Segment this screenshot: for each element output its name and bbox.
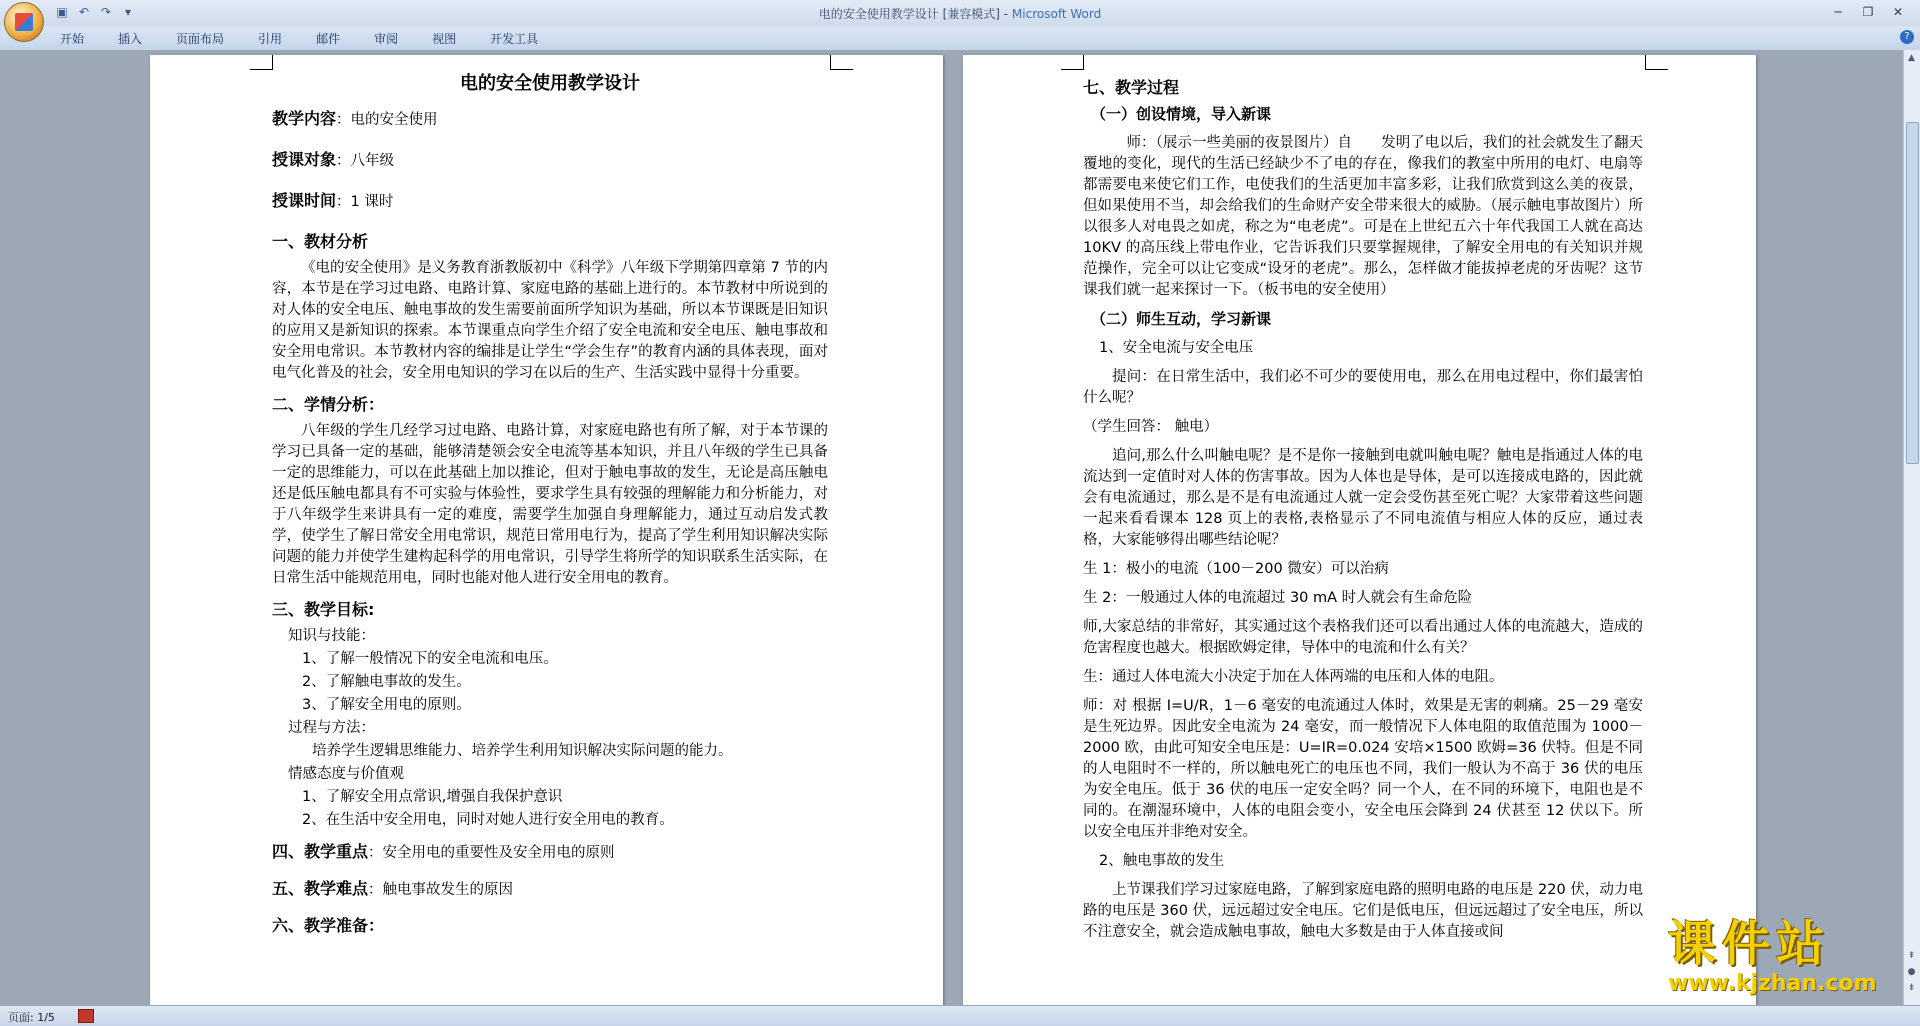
section-heading: 二、学情分析： — [272, 395, 385, 414]
paragraph: 师,大家总结的非常好，其实通过这个表格我们还可以看出通过人体的电流越大，造成的危害程度也越大。根据欧姆定律，导体中的电流和什么有关？ — [1083, 619, 1643, 656]
section-heading: 六、教学准备： — [272, 916, 385, 935]
spelling-check-icon[interactable] — [78, 1009, 94, 1023]
section-heading: 一、教材分析 — [272, 232, 369, 251]
minimize-icon[interactable]: ─ — [1834, 5, 1842, 19]
next-page-icon[interactable]: ⇟ — [1907, 983, 1916, 993]
browse-object-icon[interactable]: ● — [1907, 967, 1916, 977]
tab-page-layout[interactable]: 页面布局 — [176, 32, 225, 46]
tab-mailings[interactable]: 邮件 — [316, 32, 341, 46]
goal-heading: 知识与技能： — [288, 628, 375, 644]
list-item: 1、安全电流与安全电压 — [1099, 340, 1254, 356]
paragraph: 师：（展示一些美丽的夜景图片）自 发明了电以后，我们的社会就发生了翻天覆地的变化，现代的生活已经缺少不了电的存在，像我们的教室中所用的电灯、电扇等都需要电来使它们工作，电使我们的生活更加丰富多彩，让我们欣赏到这么美的夜景，但如果使用不当，却会给我们的生命财产安全带来很大的威胁。（展示触电事故图片）所以很多人对电畏之如虎，称之为“电老虎”。可是在上世纪五六十年代我国工人就在高达 10KV 的高压线上带电作业，它告诉我们只要掌握规律，了解安全用电的有关知识并规范操作，完全可以让它变成“设牙的老虎”。那么，怎样做才能拔掉老虎的牙齿呢？这节课我们就一起来探讨一下。（板书电的安全使用） — [1083, 135, 1643, 298]
tab-view[interactable]: 视图 — [432, 32, 457, 46]
goal-heading: 情感态度与价值观 — [288, 766, 404, 782]
tab-developer[interactable]: 开发工具 — [490, 32, 539, 46]
margin-corner-mark — [1061, 55, 1084, 70]
close-icon[interactable]: ✕ — [1892, 5, 1904, 19]
section-heading: 三、教学目标: — [272, 600, 375, 619]
goal-item: 3、了解安全用电的原则。 — [302, 697, 471, 713]
document-page-2 — [963, 55, 1756, 1005]
watermark-url: www.kjzhan.com — [1668, 971, 1877, 996]
goal-item: 2、在生活中安全用电，同时对她人进行安全用电的教育。 — [302, 812, 674, 828]
save-icon[interactable]: ▣ — [56, 5, 68, 19]
goal-item: 1、了解安全用点常识,增强自我保护意识 — [302, 789, 563, 805]
document-title: 电的安全使用教学设计 — [460, 73, 640, 94]
paragraph: 上节课我们学习过家庭电路，了解到家庭电路的照明电路的电压是 220 伏，动力电路的电压是 360 伏，远远超过安全电压。它们是低电压，但远远超过了安全电压，所以不注意安全，就会造成触电事故，触电大多数是由于人体直接或间 — [1083, 882, 1643, 940]
section-heading-difficulties: 五、教学难点：触电事故发生的原因 — [272, 879, 514, 898]
time-line: 授课时间：1 课时 — [272, 191, 394, 210]
subsection-heading: （一）创设情境，导入新课 — [1091, 105, 1272, 123]
office-button[interactable] — [4, 2, 44, 42]
restore-icon[interactable]: ❐ — [1862, 5, 1874, 19]
paragraph: （学生回答： 触电） — [1083, 419, 1219, 435]
page-1-content[interactable] — [272, 67, 828, 942]
goal-item: 培养学生逻辑思维能力、培养学生利用知识解决实际问题的能力。 — [312, 743, 733, 759]
scroll-up-icon[interactable]: ▲ — [1908, 53, 1915, 63]
scrollbar-thumb[interactable] — [1906, 122, 1919, 464]
margin-corner-mark — [830, 55, 853, 70]
help-icon[interactable]: ? — [1900, 30, 1914, 44]
window-title — [0, 5, 1920, 22]
paragraph: 生 2：一般通过人体的电流超过 30 mA 时人就会有生命危险 — [1083, 590, 1473, 606]
list-item: 2、触电事故的发生 — [1099, 853, 1225, 869]
page-2-content[interactable] — [1083, 77, 1643, 951]
margin-corner-mark — [250, 55, 273, 70]
document-workspace — [0, 50, 1904, 1005]
paragraph: 生：通过人体电流大小决定于加在人体两端的电压和人体的电阻。 — [1083, 669, 1504, 685]
goal-heading: 过程与方法： — [288, 720, 375, 736]
office-logo-icon — [15, 13, 33, 31]
document-page-1 — [150, 55, 943, 1005]
tab-references[interactable]: 引用 — [258, 32, 283, 46]
undo-icon[interactable]: ↶ — [78, 5, 90, 19]
paragraph: 生 1：极小的电流（100－200 微安）可以治病 — [1083, 561, 1389, 577]
site-watermark — [1668, 916, 1900, 1000]
watermark-title: 课件站 — [1668, 916, 1831, 972]
window-title-doc: 电的安全使用教学设计 [兼容模式] - — [818, 7, 1012, 21]
window-title-app: Microsoft Word — [1011, 7, 1102, 21]
audience-line: 授课对象：八年级 — [272, 150, 395, 169]
section-heading: 七、教学过程 — [1083, 78, 1180, 97]
margin-corner-mark — [1645, 55, 1668, 70]
paragraph: 提问：在日常生活中，我们必不可少的要使用电，那么在用电过程中，你们最害怕什么呢？ — [1083, 369, 1643, 406]
page-count[interactable]: 页面: 1/5 — [8, 1011, 55, 1024]
paragraph: 师：对 根据 I=U/R，1－6 毫安的电流通过人体时，效果是无害的刺痛。25－29 毫安是生死边界。因此安全电流为 24 毫安，而一般情况下人体电阻的取值范围为 1000－2000 欧，由此可知安全电压是：U=IR=0.024 安培×1500 欧姆=36 伏特。但是不同的人电阻时不一样的，所以触电死亡的电压也不同，我们一般认为不高于 36 伏的电压为安全电压。低于 36 伏的电压一定安全吗？同一个人，在不同的环境下，电阻也是不同的。在潮湿环境中，人体的电阻会变小，安全电压会降到 24 伏甚至 12 伏以下。所以安全电压并非绝对安全。 — [1083, 698, 1643, 840]
goal-item: 1、了解一般情况下的安全电流和电压。 — [302, 651, 558, 667]
window-controls — [1824, 3, 1912, 21]
status-bar — [0, 1005, 1920, 1026]
subsection-heading: （二）师生互动，学习新课 — [1091, 310, 1272, 328]
goal-item: 2、了解触电事故的发生。 — [302, 674, 471, 690]
paragraph: 《电的安全使用》是义务教育浙教版初中《科学》八年级下学期第四章第 7 节的内容，本节是在学习过电路、电路计算、家庭电路的基础上进行的。本节教材中所说到的对人体的安全电压、触电事故的发生需要前面所学知识为基础，所以本节课既是旧知识的应用又是新知识的探索。本节课重点向学生介绍了安全电流和安全电压、触电事故和安全用电常识。本节教材内容的编排是让学生“学会生存”的教育内涵的具体表现，面对电气化普及的社会，安全用电知识的学习在以后的生产、生活实践中显得十分重要。 — [272, 260, 828, 381]
tab-home[interactable]: 开始 — [60, 32, 85, 46]
tab-review[interactable]: 审阅 — [374, 32, 399, 46]
redo-icon[interactable]: ↷ — [100, 5, 112, 19]
paragraph: 八年级的学生几经学习过电路、电路计算，对家庭电路也有所了解，对于本节课的学习已具备一定的基础，能够清楚领会安全电流等基本知识，并且八年级的学生已具备一定的思维能力，可以在此基础上加以推论，但对于触电事故的发生，无论是高压触电还是低压触电都具有不可实验与体验性，要求学生具有较强的理解能力和分析能力，对于八年级学生来讲具有一定的难度，需要学生加强自身理解能力，通过互动启发式教学，使学生了解日常安全用电常识，规范日常用电行为，提高了学生利用知识解决实际问题的能力并使学生建构起科学的用电常识，引导学生将所学的知识联系生活实际，在日常生活中能规范用电，同时也能对他人进行安全用电的教育。 — [272, 423, 828, 586]
title-bar — [0, 0, 1920, 26]
tab-insert[interactable]: 插入 — [118, 32, 143, 46]
teaching-content-line: 教学内容：电的安全使用 — [272, 109, 438, 128]
paragraph: 追问,那么什么叫触电呢？是不是你一接触到电就叫触电呢？触电是指通过人体的电流达到一定值时对人体的伤害事故。因为人体也是导体，是可以连接成电路的，因此就会有电流通过，那么是不是有电流通过人就一定会受伤甚至死亡呢？大家带着这些问题一起来看看课本 128 页上的表格,表格显示了不同电流值与相应人体的反应，通过表格，大家能够得出哪些结论呢？ — [1083, 448, 1643, 548]
previous-page-icon[interactable]: ⇞ — [1907, 951, 1916, 961]
vertical-scrollbar[interactable] — [1903, 50, 1920, 1005]
customize-qat-icon[interactable]: ▾ — [124, 5, 132, 19]
ribbon-tabs — [60, 29, 538, 48]
ribbon — [0, 26, 1920, 51]
section-heading-key-points: 四、教学重点：安全用电的重要性及安全用电的原则 — [272, 842, 615, 861]
